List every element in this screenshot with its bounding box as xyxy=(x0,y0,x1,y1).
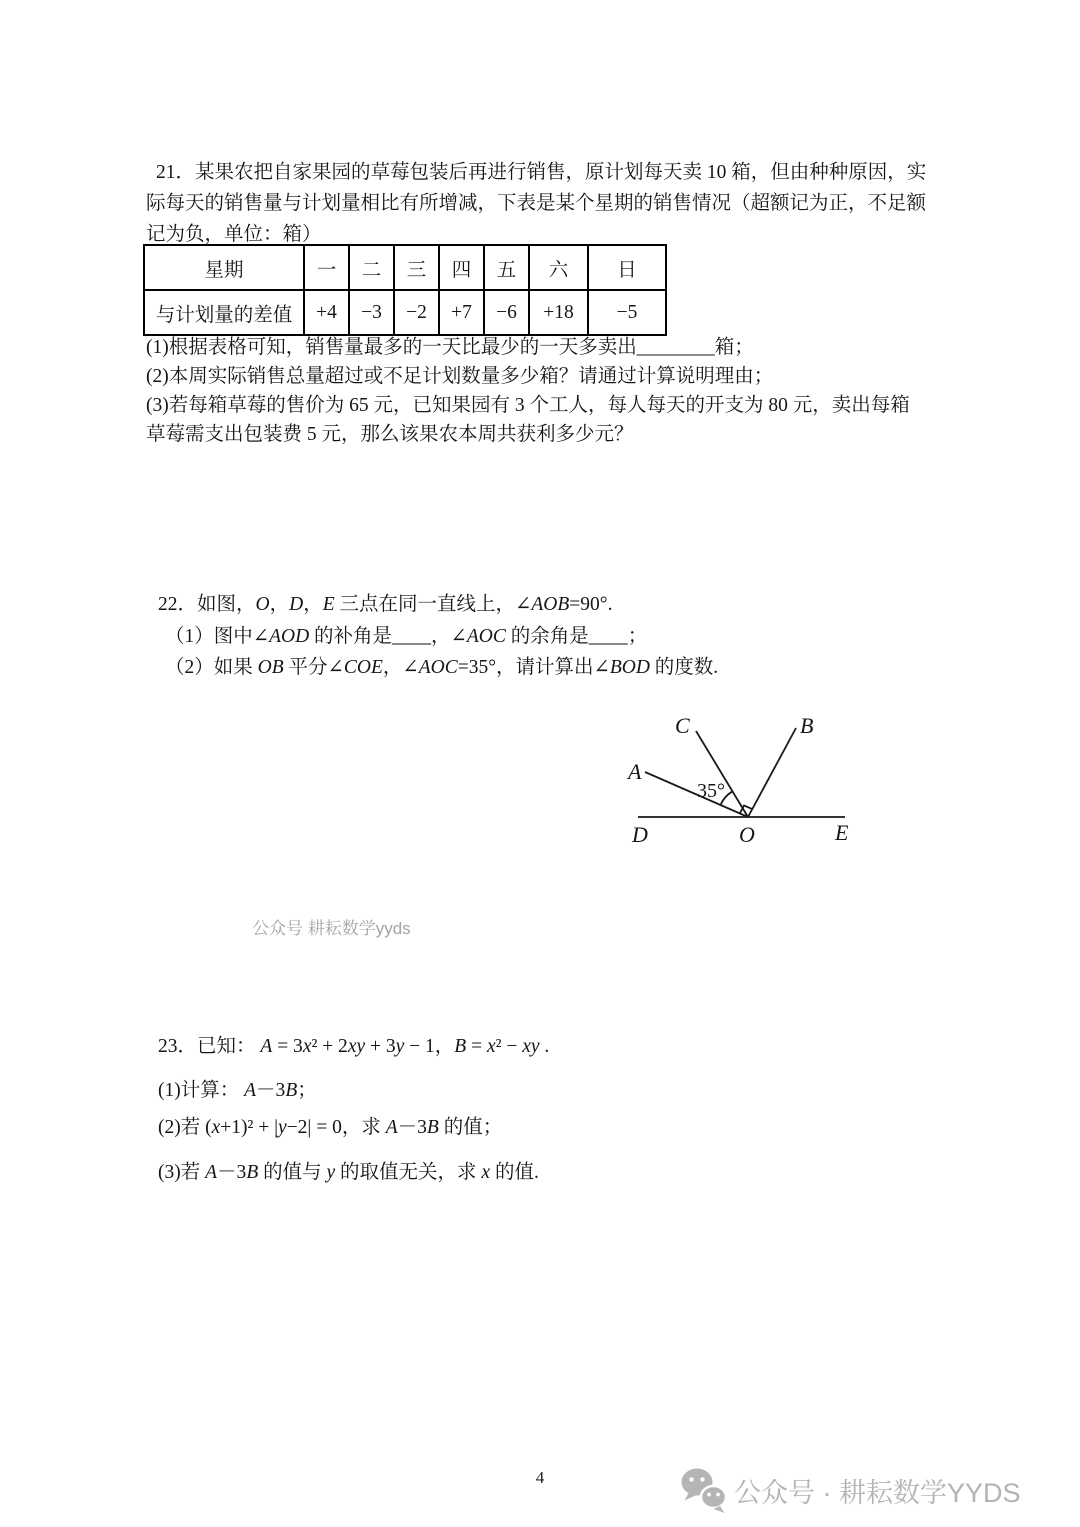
text-segment: 的余角是____； xyxy=(505,625,648,647)
text-segment: +1)² + | xyxy=(220,1117,279,1138)
math-segment: AOD xyxy=(269,625,310,647)
math-segment: AOB xyxy=(531,594,570,615)
text-segment: ， xyxy=(303,594,323,615)
math-segment: x xyxy=(302,1036,312,1057)
text-segment: 23．已知： xyxy=(158,1036,261,1057)
text-segment: ，∠ xyxy=(382,657,419,678)
text-segment: . xyxy=(539,1036,550,1057)
angle-figure xyxy=(620,695,870,850)
q22-stem xyxy=(158,589,718,621)
math-segment: y xyxy=(278,1117,287,1138)
text-segment: = 3 xyxy=(272,1036,303,1057)
text-segment: 的度数. xyxy=(649,657,719,678)
q23-sub1 xyxy=(158,1074,317,1102)
question-22 xyxy=(158,589,718,684)
math-segment: A xyxy=(205,1162,218,1183)
math-segment: B xyxy=(246,1162,259,1183)
footer-brand-text: 公众号 · 耕耘数学YYDS xyxy=(734,1478,1021,1508)
math-segment: B xyxy=(454,1036,467,1057)
text-segment: 的值. xyxy=(490,1162,539,1183)
text-segment: ² − xyxy=(495,1036,523,1057)
table-value-cell: −2 xyxy=(394,290,439,335)
q21-sub3-line2: 草莓需支出包装费 5 元，那么该果农本周共获利多少元？ xyxy=(146,424,634,445)
math-segment: A xyxy=(244,1080,257,1101)
table-header-cell: 五 xyxy=(484,245,529,290)
label-A: A xyxy=(628,759,642,784)
math-segment: AOC xyxy=(466,625,506,647)
math-segment: A xyxy=(260,1036,273,1057)
text-segment: ² + 2 xyxy=(311,1036,348,1057)
text-segment: ； xyxy=(297,1080,317,1101)
label-D: D xyxy=(632,822,648,847)
math-segment: x xyxy=(211,1117,221,1138)
math-segment: xy xyxy=(522,1036,540,1057)
math-segment: BOD xyxy=(609,657,650,678)
text-segment: －3 xyxy=(256,1080,286,1101)
text-segment: ， xyxy=(269,594,290,615)
text-segment: − 1， xyxy=(404,1036,455,1057)
math-segment: E xyxy=(322,594,335,615)
text-segment: (2)若 ( xyxy=(158,1117,212,1138)
math-segment: OB xyxy=(257,657,284,678)
table-value-cell: +4 xyxy=(304,290,349,335)
label-B: B xyxy=(800,713,814,738)
text-segment: =35°，请计算出∠ xyxy=(457,657,610,678)
text-segment: (1)计算： xyxy=(158,1080,245,1101)
q21-stem-line3: 记为负，单位：箱） xyxy=(146,224,322,245)
q23-stem xyxy=(158,1030,549,1058)
text-segment: =90°. xyxy=(569,594,613,615)
text-segment: （1）图中∠ xyxy=(165,625,270,647)
text-segment: 的补角是____，∠ xyxy=(309,625,467,647)
q23-sub2 xyxy=(158,1111,502,1139)
text-segment: 的值与 xyxy=(258,1162,327,1183)
math-segment: A xyxy=(385,1117,398,1138)
math-segment: COE xyxy=(343,657,383,678)
q21-subquestions xyxy=(146,333,910,449)
math-segment: O xyxy=(255,594,270,615)
table-header-cell: 六 xyxy=(529,245,588,290)
table-header-cell: 一 xyxy=(304,245,349,290)
text-segment: 的取值无关，求 xyxy=(335,1162,482,1183)
text-segment: －3 xyxy=(397,1117,427,1138)
ray-OB xyxy=(748,728,796,817)
text-segment: −2| = 0，求 xyxy=(286,1117,386,1138)
q22-sub2 xyxy=(158,652,718,684)
table-header-cell: 二 xyxy=(349,245,394,290)
math-segment: y xyxy=(326,1162,336,1183)
q21-sub1: (1)根据表格可知，销售量最多的一天比最少的一天多卖出________箱； xyxy=(146,337,754,358)
table-row-label: 与计划量的差值 xyxy=(144,290,304,335)
q21-stem-line2: 际每天的销售量与计划量相比有所增减，下表是某个星期的销售情况（超额记为正，不足额 xyxy=(146,193,927,214)
table-value-cell: −3 xyxy=(349,290,394,335)
table-header-row xyxy=(144,245,666,290)
table-value-row xyxy=(144,290,666,335)
q21-sub2: (2)本周实际销售总量超过或不足计划数量多少箱？请通过计算说明理由； xyxy=(146,366,774,387)
table-header-cell: 三 xyxy=(394,245,439,290)
table-value-cell: +7 xyxy=(439,290,484,335)
table-header-cell: 日 xyxy=(588,245,666,290)
math-segment: y xyxy=(395,1036,405,1057)
page-number: 4 xyxy=(535,1468,545,1487)
label-E: E xyxy=(835,820,849,845)
math-segment: xy xyxy=(347,1036,366,1057)
math-segment: D xyxy=(289,594,304,615)
question-21 xyxy=(146,157,926,250)
text-segment: + 3 xyxy=(365,1036,396,1057)
math-segment: x xyxy=(486,1036,496,1057)
weekly-sales-diff-table xyxy=(143,244,667,336)
watermark-center: 公众号 耕耘数学yyds xyxy=(252,919,411,938)
text-segment: (3)若 xyxy=(158,1162,206,1183)
wechat-icon xyxy=(680,1466,728,1514)
ray-OC xyxy=(696,731,748,817)
text-segment: 的值； xyxy=(438,1117,503,1138)
math-segment: B xyxy=(285,1080,298,1101)
table-value-cell: +18 xyxy=(529,290,588,335)
text-segment: （2）如果 xyxy=(165,657,258,678)
q22-sub1 xyxy=(158,621,718,653)
q21-stem-line1: 21．某果农把自家果园的草莓包装后再进行销售，原计划每天卖 10 箱，但由种种原因，实 xyxy=(156,162,927,183)
q23-sub3 xyxy=(158,1156,539,1184)
label-C: C xyxy=(675,713,690,738)
table-value-cell: −5 xyxy=(588,290,666,335)
table-header-cell: 四 xyxy=(439,245,484,290)
math-segment: AOC xyxy=(418,657,458,678)
math-segment: x xyxy=(481,1162,491,1183)
text-segment: 平分∠ xyxy=(283,657,344,678)
text-segment: 三点在同一直线上，∠ xyxy=(334,594,532,615)
text-segment: = xyxy=(466,1036,487,1057)
table-value-cell: −6 xyxy=(484,290,529,335)
text-segment: －3 xyxy=(217,1162,247,1183)
text-segment: 22．如图， xyxy=(158,594,256,615)
label-35-degrees: 35° xyxy=(697,780,725,802)
math-segment: B xyxy=(426,1117,439,1138)
q21-sub3-line1: (3)若每箱草莓的售价为 65 元，已知果园有 3 个工人，每人每天的开支为 80 元，卖出每箱 xyxy=(146,395,910,416)
table-header-cell: 星期 xyxy=(144,245,304,290)
label-O: O xyxy=(739,822,755,847)
